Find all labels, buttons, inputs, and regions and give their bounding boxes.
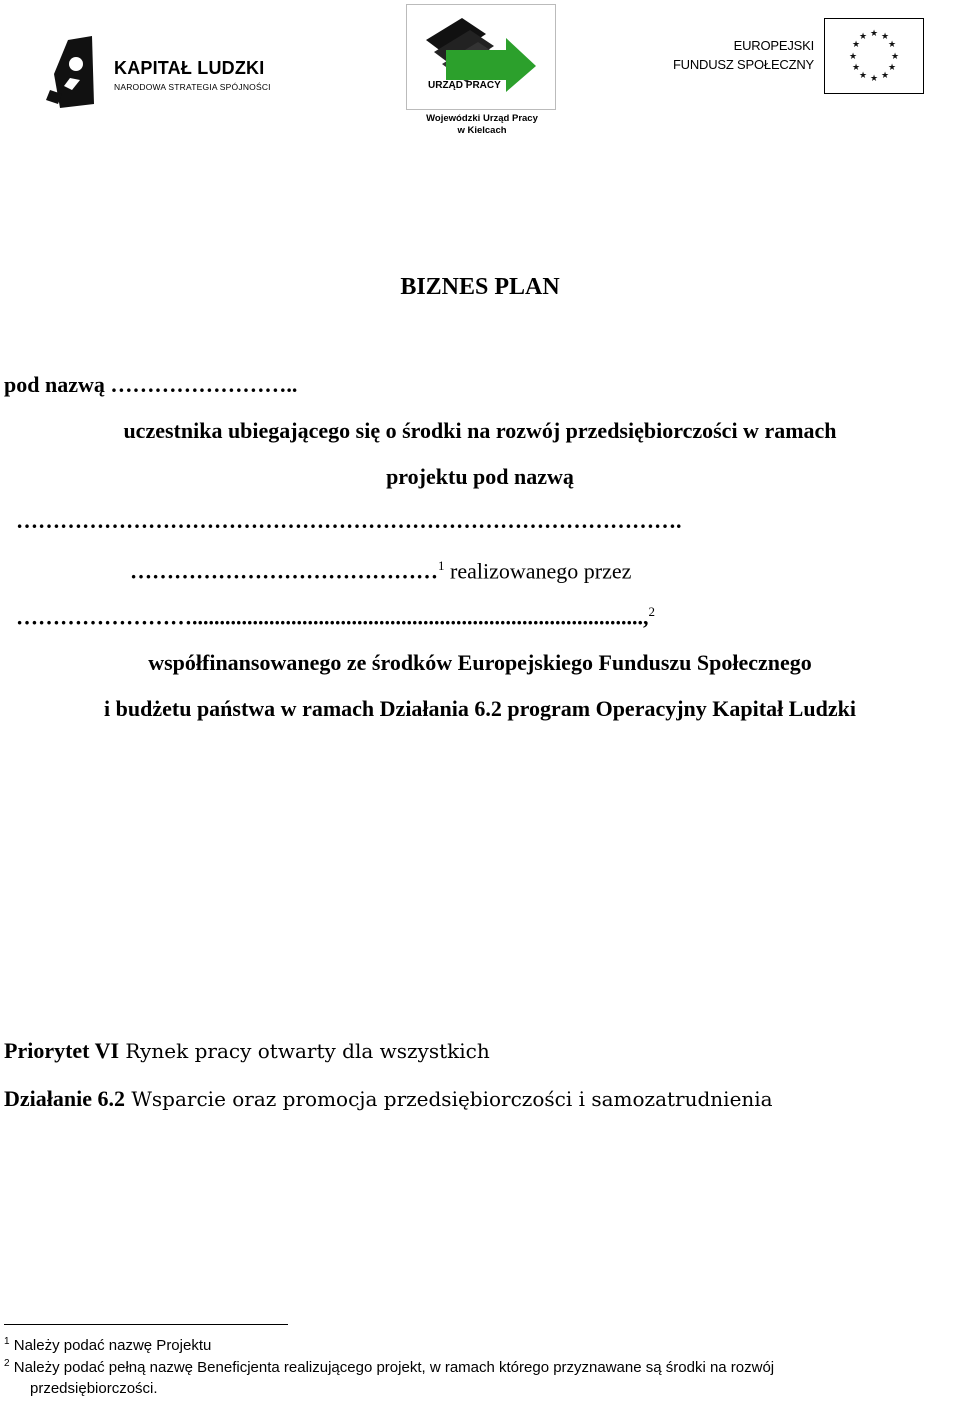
efs-line-1: EUROPEJSKI	[733, 38, 814, 53]
footnote-1	[4, 1336, 211, 1354]
action-value: Wsparcie oraz promocja przedsiębiorczości i samozatrudnienia	[125, 1087, 773, 1111]
footnote-1-number: 1	[4, 1336, 10, 1347]
efs-logo	[672, 18, 926, 96]
kapital-ludzki-emblem	[46, 34, 106, 112]
realized-by-dots: ……………………………………	[130, 558, 438, 584]
document-title: BIZNES PLAN	[400, 274, 560, 300]
footnote-2	[4, 1358, 774, 1376]
svg-text:★: ★	[869, 74, 879, 84]
priority-line	[4, 1038, 490, 1064]
project-blank-line: ……………………………………………………………………………….	[16, 508, 682, 533]
beneficiary-dots: ……………………..................................................................................,	[16, 604, 649, 630]
urzad-pracy-label: URZĄD PRACY	[428, 80, 501, 91]
footnote-2-continued-text: przedsiębiorczości.	[30, 1380, 158, 1397]
kapital-ludzki-tagline: NARODOWA STRATEGIA SPÓJNOŚCI	[114, 82, 271, 92]
efs-line-2: FUNDUSZ SPOŁECZNY	[672, 57, 814, 72]
realized-by-line	[130, 558, 631, 584]
svg-text:★: ★	[887, 63, 897, 73]
footnote-2-text: Należy podać pełną nazwę Beneficjenta realizującego projekt, w ramach którego przyznawane są środki na rozwój	[9, 1359, 775, 1376]
svg-text:★: ★	[848, 52, 858, 62]
priority-value: Rynek pracy otwarty dla wszystkich	[119, 1039, 490, 1063]
svg-text:★: ★	[887, 40, 897, 50]
svg-text:★: ★	[851, 40, 861, 50]
svg-text:★: ★	[890, 52, 900, 62]
urzad-pracy-subtitle-1: Wojewódzki Urząd Pracy	[426, 113, 538, 124]
urzad-pracy-subtitle-2: w Kielcach	[457, 125, 507, 136]
footnote-divider	[4, 1324, 288, 1325]
footnote-ref-1: 1	[438, 558, 445, 573]
project-name-line: pod nazwą ……………………..	[4, 372, 298, 397]
svg-text:★: ★	[858, 32, 868, 42]
footnote-ref-2: 2	[648, 604, 655, 619]
footnote-2-continued	[30, 1380, 158, 1397]
svg-text:★: ★	[858, 71, 868, 81]
cofinancing-line: współfinansowanego ze środków Europejskiego Funduszu Społecznego	[148, 650, 812, 675]
svg-text:★: ★	[869, 29, 879, 39]
kapital-ludzki-name: KAPITAŁ LUDZKI	[114, 58, 265, 78]
action-label: Działanie 6.2	[4, 1086, 125, 1111]
footnote-2-number: 2	[4, 1358, 10, 1369]
svg-text:★: ★	[851, 63, 861, 73]
kapital-ludzki-logo	[46, 34, 286, 112]
beneficiary-line	[16, 604, 655, 630]
eu-flag-icon	[824, 18, 924, 94]
priority-label: Priorytet VI	[4, 1038, 120, 1063]
action-line	[4, 1086, 773, 1112]
realized-by-text: realizowanego przez	[444, 558, 632, 584]
participant-line: uczestnika ubiegającego się o środki na rozwój przedsiębiorczości w ramach	[123, 418, 837, 443]
urzad-pracy-logo	[406, 4, 558, 136]
urzad-pracy-arrow-icon	[406, 4, 554, 108]
svg-text:★: ★	[880, 32, 890, 42]
svg-text:★: ★	[880, 71, 890, 81]
project-label-line: projektu pod nazwą	[386, 464, 574, 489]
footnote-1-text: Należy podać nazwę Projektu	[9, 1337, 212, 1354]
budget-line: i budżetu państwa w ramach Działania 6.2 program Operacyjny Kapitał Ludzki	[104, 696, 856, 721]
